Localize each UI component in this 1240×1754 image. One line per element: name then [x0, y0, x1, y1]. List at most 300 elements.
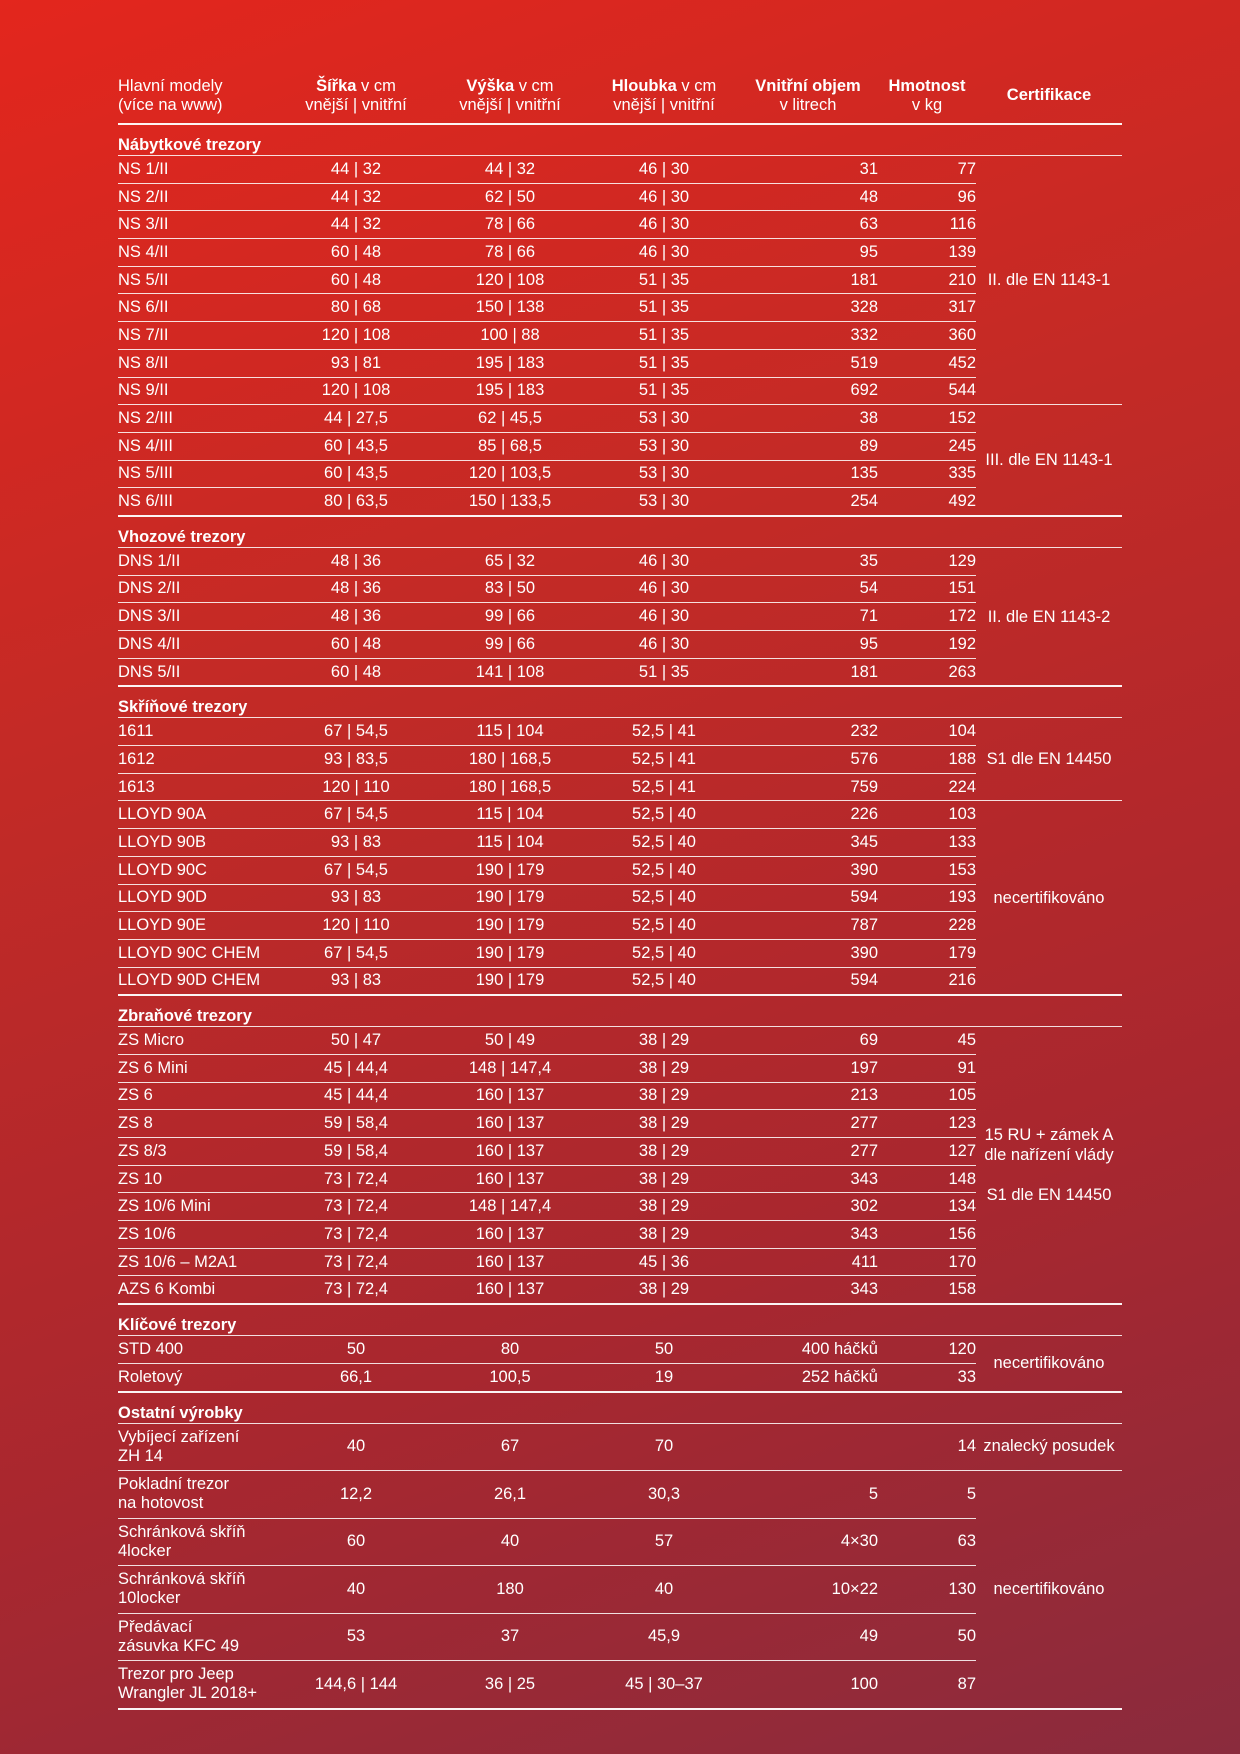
cell-model [118, 1248, 282, 1276]
cell-model [118, 801, 282, 829]
table-row [118, 1165, 1122, 1193]
model-name: ZS Micro [118, 1031, 184, 1050]
cell-model [118, 266, 282, 294]
cell-height: 150 | 133,5 [430, 488, 590, 516]
cell-model [118, 1613, 282, 1661]
cell-volume: 232 [738, 718, 878, 746]
cell-width: 45 | 44,4 [282, 1082, 430, 1110]
cell-width: 60 | 48 [282, 266, 430, 294]
model-name: Pokladní trezor [118, 1475, 229, 1494]
cell-certification: III. dle EN 1143-1 [976, 405, 1122, 516]
cell-depth: 45 | 30–37 [590, 1661, 738, 1709]
cell-depth: 38 | 29 [590, 1193, 738, 1221]
cell-height: 78 | 66 [430, 239, 590, 267]
header-weight-sub: v kg [911, 95, 943, 114]
cell-model [118, 884, 282, 912]
cell-weight: 317 [878, 294, 976, 322]
model-name: 1613 [118, 777, 155, 796]
cell-volume: 95 [738, 631, 878, 659]
cell-weight: 63 [878, 1518, 976, 1566]
table-row [118, 1518, 1122, 1566]
table-row [118, 547, 1122, 575]
table-row [118, 939, 1122, 967]
cell-weight: 158 [878, 1276, 976, 1304]
cell-weight: 335 [878, 460, 976, 488]
cell-depth: 46 | 30 [590, 156, 738, 184]
cell-weight: 156 [878, 1221, 976, 1249]
cell-height: 40 [430, 1518, 590, 1566]
cell-height: 65 | 32 [430, 547, 590, 575]
header-cert: Certifikace [976, 68, 1122, 124]
cell-weight: 139 [878, 239, 976, 267]
model-name: LLOYD 90A [118, 805, 207, 824]
table-row [118, 967, 1122, 995]
cell-volume: 594 [738, 967, 878, 995]
model-name-line2: 4locker [118, 1541, 172, 1560]
cell-depth: 46 | 30 [590, 239, 738, 267]
cell-model [118, 1221, 282, 1249]
cell-depth: 51 | 35 [590, 294, 738, 322]
cell-volume: 328 [738, 294, 878, 322]
cell-weight: 172 [878, 603, 976, 631]
model-name: NS 1/II [118, 159, 169, 178]
cell-depth: 38 | 29 [590, 1276, 738, 1304]
header-weight-label: Hmotnost [888, 76, 966, 95]
cell-volume: 181 [738, 658, 878, 686]
cell-volume: 48 [738, 183, 878, 211]
cell-width: 60 | 48 [282, 239, 430, 267]
cell-width: 12,2 [282, 1471, 430, 1519]
cell-volume: 226 [738, 801, 878, 829]
cell-height: 100 | 88 [430, 322, 590, 350]
cell-model [118, 239, 282, 267]
cell-height: 160 | 137 [430, 1165, 590, 1193]
cell-depth: 46 | 30 [590, 631, 738, 659]
table-row [118, 1138, 1122, 1166]
cell-height: 180 | 168,5 [430, 773, 590, 801]
cell-volume [738, 1423, 878, 1471]
cell-model [118, 1471, 282, 1519]
cell-height: 115 | 104 [430, 829, 590, 857]
cell-model [118, 1165, 282, 1193]
cell-height: 36 | 25 [430, 1661, 590, 1709]
cell-weight: 151 [878, 575, 976, 603]
header-height-sub: vnější | vnitřní [459, 95, 561, 114]
cell-width: 48 | 36 [282, 603, 430, 631]
table-row [118, 1276, 1122, 1304]
cell-height: 37 [430, 1613, 590, 1661]
cell-volume: 63 [738, 211, 878, 239]
cell-model [118, 1336, 282, 1364]
table-row [118, 156, 1122, 184]
cell-depth: 53 | 30 [590, 432, 738, 460]
model-name: NS 9/II [118, 381, 169, 400]
model-name-line2: 10locker [118, 1589, 181, 1608]
cell-depth: 51 | 35 [590, 377, 738, 405]
cell-model [118, 939, 282, 967]
model-name: LLOYD 90C [118, 860, 207, 879]
cell-weight: 104 [878, 718, 976, 746]
header-height-unit: v cm [514, 76, 554, 95]
cell-height: 120 | 108 [430, 266, 590, 294]
cell-volume: 390 [738, 856, 878, 884]
cell-width: 73 | 72,4 [282, 1248, 430, 1276]
cell-volume: 343 [738, 1221, 878, 1249]
header-model-sub: (více na www) [118, 95, 223, 114]
cell-volume: 400 háčků [738, 1336, 878, 1364]
cell-depth: 46 | 30 [590, 183, 738, 211]
cell-volume: 254 [738, 488, 878, 516]
table-bottom-rule [118, 1709, 1122, 1710]
cell-weight: 134 [878, 1193, 976, 1221]
table-row [118, 912, 1122, 940]
header-depth [590, 68, 738, 124]
cell-depth: 52,5 | 41 [590, 746, 738, 774]
header-volume-label: Vnitřní objem [755, 76, 861, 95]
cell-width: 44 | 32 [282, 156, 430, 184]
table-row [118, 575, 1122, 603]
cell-height: 141 | 108 [430, 658, 590, 686]
header-model [118, 68, 282, 124]
cell-depth: 52,5 | 40 [590, 912, 738, 940]
cell-depth: 45 | 36 [590, 1248, 738, 1276]
model-name-line2: ZH 14 [118, 1446, 163, 1465]
cell-model [118, 322, 282, 350]
cell-weight: 133 [878, 829, 976, 857]
cell-weight: 87 [878, 1661, 976, 1709]
table-row [118, 211, 1122, 239]
model-name: DNS 5/II [118, 662, 181, 681]
cell-height: 120 | 103,5 [430, 460, 590, 488]
cell-height: 99 | 66 [430, 631, 590, 659]
header-depth-unit: v cm [676, 76, 717, 95]
cell-width: 60 | 43,5 [282, 460, 430, 488]
cell-weight: 148 [878, 1165, 976, 1193]
cell-volume: 38 [738, 405, 878, 433]
cell-weight: 452 [878, 349, 976, 377]
table-row [118, 1336, 1122, 1364]
cell-volume: 302 [738, 1193, 878, 1221]
section-title: Nábytkové trezory [118, 136, 262, 154]
cell-height: 78 | 66 [430, 211, 590, 239]
model-name: ZS 8/3 [118, 1141, 167, 1160]
cell-volume: 89 [738, 432, 878, 460]
cell-model [118, 658, 282, 686]
cell-model [118, 405, 282, 433]
cell-depth: 52,5 | 40 [590, 856, 738, 884]
model-name: Schránková skříň [118, 1570, 246, 1589]
cell-height: 80 [430, 1336, 590, 1364]
cell-model [118, 183, 282, 211]
cell-width: 80 | 68 [282, 294, 430, 322]
cell-width: 50 | 47 [282, 1027, 430, 1055]
cell-depth: 52,5 | 41 [590, 773, 738, 801]
header-height-label: Výška [466, 76, 515, 95]
table-row [118, 1110, 1122, 1138]
table-row [118, 266, 1122, 294]
cell-width: 40 [282, 1566, 430, 1614]
model-name: NS 2/III [118, 409, 174, 428]
cell-volume: 343 [738, 1276, 878, 1304]
table-row [118, 460, 1122, 488]
section-title: Ostatní výrobky [118, 1392, 1122, 1424]
section-title: Skříňové trezory [118, 686, 1122, 718]
cell-width: 120 | 110 [282, 773, 430, 801]
section-header-row [118, 686, 1122, 718]
table-row [118, 829, 1122, 857]
section-title: Zbraňové trezory [118, 995, 1122, 1027]
cell-depth: 38 | 29 [590, 1138, 738, 1166]
cell-depth: 38 | 29 [590, 1221, 738, 1249]
model-name: ZS 6 [118, 1086, 153, 1105]
model-name: Trezor pro Jeep [118, 1665, 234, 1684]
model-name: NS 6/II [118, 298, 169, 317]
cell-width: 59 | 58,4 [282, 1138, 430, 1166]
cell-width: 73 | 72,4 [282, 1221, 430, 1249]
cell-volume: 576 [738, 746, 878, 774]
section-header-row [118, 1392, 1122, 1424]
model-name: NS 4/III [118, 436, 174, 455]
cell-weight: 45 [878, 1027, 976, 1055]
safes-spec-table [118, 68, 1122, 1710]
cell-weight: 544 [878, 377, 976, 405]
cell-weight: 96 [878, 183, 976, 211]
cell-height: 44 | 32 [430, 156, 590, 184]
cell-weight: 210 [878, 266, 976, 294]
model-name: 1611 [118, 722, 154, 741]
section-title: Klíčové trezory [118, 1304, 1122, 1336]
cell-model [118, 1193, 282, 1221]
cell-weight: 228 [878, 912, 976, 940]
model-name: ZS 10/6 Mini [118, 1197, 211, 1216]
table-row [118, 1423, 1122, 1471]
cell-width: 67 | 54,5 [282, 801, 430, 829]
cell-model [118, 718, 282, 746]
cell-model [118, 773, 282, 801]
cell-width: 80 | 63,5 [282, 488, 430, 516]
model-name-line2: zásuvka KFC 49 [118, 1636, 240, 1655]
cell-volume: 95 [738, 239, 878, 267]
cell-volume: 692 [738, 377, 878, 405]
cell-model [118, 488, 282, 516]
cell-height: 150 | 138 [430, 294, 590, 322]
cell-weight: 130 [878, 1566, 976, 1614]
cell-volume: 594 [738, 884, 878, 912]
model-name: NS 7/II [118, 325, 169, 344]
cell-depth: 46 | 30 [590, 547, 738, 575]
cell-model [118, 1423, 282, 1471]
cell-weight: 105 [878, 1082, 976, 1110]
cell-height: 180 [430, 1566, 590, 1614]
cell-height: 83 | 50 [430, 575, 590, 603]
table-row [118, 294, 1122, 322]
table-row [118, 1566, 1122, 1614]
header-volume [738, 68, 878, 124]
cell-volume: 277 [738, 1138, 878, 1166]
cell-width: 40 [282, 1423, 430, 1471]
cell-depth: 51 | 35 [590, 266, 738, 294]
cell-model [118, 1661, 282, 1709]
cell-height: 115 | 104 [430, 801, 590, 829]
cell-height: 115 | 104 [430, 718, 590, 746]
cell-weight: 153 [878, 856, 976, 884]
cell-volume: 252 háčků [738, 1363, 878, 1391]
cell-height: 160 | 137 [430, 1276, 590, 1304]
cell-volume: 277 [738, 1110, 878, 1138]
cell-weight: 33 [878, 1363, 976, 1391]
cell-certification: necertifikováno [976, 801, 1122, 995]
cell-depth: 70 [590, 1423, 738, 1471]
table-row [118, 746, 1122, 774]
cell-depth: 52,5 | 40 [590, 967, 738, 995]
cell-weight: 50 [878, 1613, 976, 1661]
cell-model [118, 460, 282, 488]
table-body [118, 124, 1122, 1709]
model-name: DNS 4/II [118, 634, 181, 653]
cell-depth: 52,5 | 40 [590, 939, 738, 967]
cell-depth: 51 | 35 [590, 658, 738, 686]
cell-depth: 46 | 30 [590, 575, 738, 603]
cell-height: 190 | 179 [430, 856, 590, 884]
model-name: NS 6/III [118, 492, 174, 511]
cell-width: 60 [282, 1518, 430, 1566]
cell-weight: 193 [878, 884, 976, 912]
cell-model [118, 603, 282, 631]
cell-volume: 5 [738, 1471, 878, 1519]
model-name-line2: na hotovost [118, 1494, 204, 1513]
cell-width: 120 | 110 [282, 912, 430, 940]
table-row [118, 718, 1122, 746]
cell-weight: 224 [878, 773, 976, 801]
cell-weight: 120 [878, 1336, 976, 1364]
header-row [118, 68, 1122, 124]
table-row [118, 658, 1122, 686]
cell-model [118, 1363, 282, 1391]
table-row [118, 239, 1122, 267]
cell-width: 73 | 72,4 [282, 1165, 430, 1193]
cell-certification: necertifikováno [976, 1336, 1122, 1392]
cell-model [118, 1566, 282, 1614]
cell-model [118, 156, 282, 184]
model-name-line2: Wrangler JL 2018+ [118, 1684, 257, 1703]
cell-depth: 38 | 29 [590, 1110, 738, 1138]
cell-model [118, 1138, 282, 1166]
cell-volume: 71 [738, 603, 878, 631]
cell-width: 44 | 32 [282, 183, 430, 211]
cell-width: 67 | 54,5 [282, 856, 430, 884]
cell-height: 180 | 168,5 [430, 746, 590, 774]
cell-weight: 77 [878, 156, 976, 184]
cell-width: 120 | 108 [282, 377, 430, 405]
cell-height: 190 | 179 [430, 884, 590, 912]
cell-model [118, 631, 282, 659]
cell-certification: II. dle EN 1143-2 [976, 547, 1122, 686]
cell-volume: 54 [738, 575, 878, 603]
cell-certification: 15 RU + zámek A dle nařízení vlády S1 dle EN 14450 [976, 1027, 1122, 1304]
cell-volume: 35 [738, 547, 878, 575]
cell-width: 73 | 72,4 [282, 1193, 430, 1221]
cell-depth: 38 | 29 [590, 1082, 738, 1110]
cell-width: 93 | 83,5 [282, 746, 430, 774]
section-header-row [118, 1304, 1122, 1336]
cell-model [118, 432, 282, 460]
model-name: Roletový [118, 1367, 183, 1386]
model-name: NS 8/II [118, 353, 169, 372]
cell-depth: 46 | 30 [590, 211, 738, 239]
cell-width: 93 | 83 [282, 967, 430, 995]
table-row [118, 1661, 1122, 1709]
cell-height: 26,1 [430, 1471, 590, 1519]
table-row [118, 1471, 1122, 1519]
header-model-label: Hlavní modely [118, 76, 223, 95]
cell-volume: 411 [738, 1248, 878, 1276]
cell-model [118, 377, 282, 405]
cell-volume: 197 [738, 1054, 878, 1082]
model-name: Schránková skříň [118, 1522, 246, 1541]
table-row [118, 1221, 1122, 1249]
cell-depth: 46 | 30 [590, 603, 738, 631]
cell-weight: 188 [878, 746, 976, 774]
cell-model [118, 856, 282, 884]
cell-width: 48 | 36 [282, 575, 430, 603]
cell-depth: 53 | 30 [590, 488, 738, 516]
cell-weight: 116 [878, 211, 976, 239]
header-width-label: Šířka [316, 76, 357, 95]
cell-volume: 332 [738, 322, 878, 350]
cell-model [118, 829, 282, 857]
cell-weight: 103 [878, 801, 976, 829]
cell-depth: 51 | 35 [590, 322, 738, 350]
cell-depth: 53 | 30 [590, 405, 738, 433]
cell-model [118, 1276, 282, 1304]
cell-height: 62 | 45,5 [430, 405, 590, 433]
cell-model [118, 967, 282, 995]
cell-weight: 492 [878, 488, 976, 516]
cell-width: 144,6 | 144 [282, 1661, 430, 1709]
cell-width: 120 | 108 [282, 322, 430, 350]
cell-depth: 40 [590, 1566, 738, 1614]
cell-depth: 57 [590, 1518, 738, 1566]
cell-model [118, 1110, 282, 1138]
cell-height: 160 | 137 [430, 1248, 590, 1276]
cell-weight: 170 [878, 1248, 976, 1276]
cell-height: 160 | 137 [430, 1110, 590, 1138]
cell-height: 62 | 50 [430, 183, 590, 211]
cell-height: 160 | 137 [430, 1221, 590, 1249]
model-name: LLOYD 90C CHEM [118, 943, 261, 962]
model-name: AZS 6 Kombi [118, 1280, 216, 1299]
cell-certification: II. dle EN 1143-1 [976, 156, 1122, 405]
table-row [118, 349, 1122, 377]
cell-certification: znalecký posudek [976, 1423, 1122, 1471]
table-row [118, 322, 1122, 350]
table-row [118, 856, 1122, 884]
cell-model [118, 1082, 282, 1110]
model-name: Vybíjecí zařízení [118, 1427, 240, 1446]
cell-width: 60 | 48 [282, 658, 430, 686]
cell-height: 99 | 66 [430, 603, 590, 631]
model-name: NS 5/II [118, 270, 169, 289]
model-name: ZS 10/6 – M2A1 [118, 1252, 238, 1271]
cell-height: 85 | 68,5 [430, 432, 590, 460]
cell-model [118, 1518, 282, 1566]
model-name: STD 400 [118, 1339, 184, 1358]
cell-depth: 53 | 30 [590, 460, 738, 488]
header-width [282, 68, 430, 124]
model-name: LLOYD 90E [118, 916, 207, 935]
cell-height: 67 [430, 1423, 590, 1471]
cell-width: 93 | 83 [282, 884, 430, 912]
